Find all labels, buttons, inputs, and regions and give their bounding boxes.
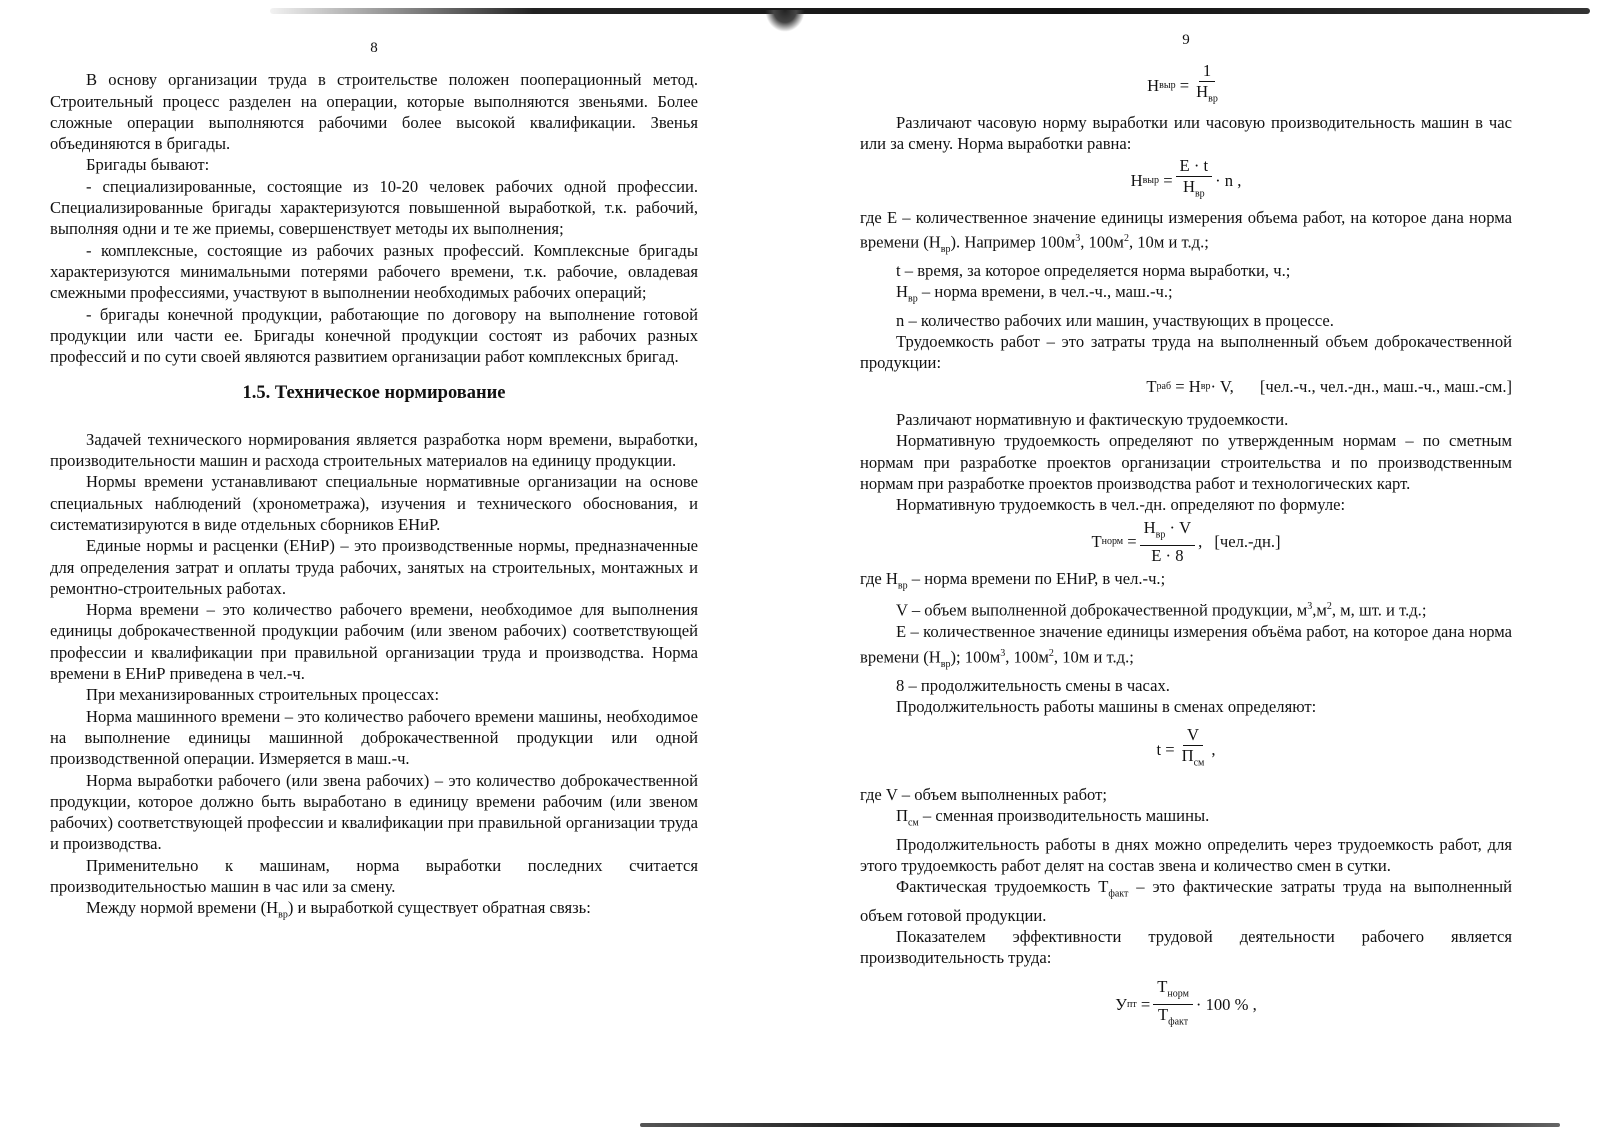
right-page bbox=[860, 30, 1512, 1034]
list-item: - бригады конечной продукции, работающие по договору на выполнение готовой продукции или части ее. Бригады конечной продукции состоят из рабочих разных профессий и по сути своей являются развитием организации работ комплексных бригад. bbox=[50, 304, 698, 367]
paragraph: При механизированных строительных процессах: bbox=[86, 685, 440, 705]
formula-labor-intensity: Т раб = Н вр · V, [чел.-ч., чел.-дн., маш.-ч., маш.-см.] bbox=[1146, 376, 1512, 396]
left-page bbox=[50, 38, 698, 926]
paragraph: В основу организации труда в строительстве положен пооперационный метод. Строительный процесс разделен на операции, которые выполняются звеньями. Более сложные операции выполняются рабочими более высокой квалификации. Звенья объединяются в бригады. bbox=[50, 70, 698, 154]
paragraph: Различают нормативную и фактическую трудоемкости. bbox=[896, 410, 1289, 430]
paragraph: Нормативную трудоемкость в чел.-дн. определяют по формуле: bbox=[896, 495, 1346, 515]
paragraph: $Н_{вр}$ – норма времени, в чел.-ч., маш.-ч.; bbox=[896, 282, 1173, 305]
scan-edge-bottom bbox=[640, 1123, 1560, 1127]
list-item: - комплексные, состоящие из рабочих разных профессий. Комплексные бригады характеризуются минимальными потерями рабочего времени, т.к. рабочие, овладевая смежными профессиями, участвуют в выполнении необходимых рабочих операций; bbox=[50, 240, 698, 303]
paragraph: Фактическая трудоемкость $Т_{факт}$ – это фактические затраты труда на выполненный объем готовой продукции. bbox=[860, 877, 1512, 925]
paragraph: Продолжительность работы в днях можно определить через трудоемкость работ, для этого трудоемкость работ делят на состав звена и количество смен в сутки. bbox=[860, 834, 1512, 875]
paragraph: где Е – количественное значение единицы измерения объема работ, на которое дана норма времени $(Н_{вр})$. Например $100м^3$, $100м^2$, 10м и т.д.; bbox=[860, 207, 1512, 255]
paragraph: n – количество рабочих или машин, участвующих в процессе. bbox=[896, 310, 1334, 330]
paragraph: где V – объем выполненных работ; bbox=[860, 784, 1108, 804]
paragraph: Задачей технического нормирования является разработка норм времени, выработки, производительности машин и расхода строительных материалов на единицу продукции. bbox=[50, 429, 698, 471]
paragraph: Е – количественное значение единицы измерения объёма работ, на которое дана норма времени $(Н_{вр})$; $100м^3$, $100м^2$, 10м и т.д.; bbox=[860, 622, 1512, 670]
paragraph: Единые нормы и расценки (ЕНиР) – это производственные нормы, предназначенные для определения затрат и оплаты труда рабочих, занятых на строительных, монтажных и ремонтно-строительных работах. bbox=[50, 536, 698, 598]
paragraph: Норма машинного времени – это количество рабочего времени машины, необходимое на выполнение единицы машинной доброкачественной продукции или одной производственной операции. Измеряется в маш.-ч. bbox=[50, 706, 698, 769]
formula-productivity: У пт = $\frac{Т_{норм}}{Т_{факт}}$ · 100 % , bbox=[1115, 976, 1257, 1028]
list-item: - специализированные, состоящие из 10-20 человек рабочих одной профессии. Специализированные бригады характеризуются повышенной выработкой, т.к. рабочий, выполняя одни и те же приемы, совершенствует методы их выполнения; bbox=[50, 176, 698, 239]
paragraph: Трудоемкость работ – это затраты труда на выполненный объем доброкачественной продукции: bbox=[860, 332, 1512, 373]
paragraph: Показателем эффективности трудовой деятельности рабочего является производительность труда: bbox=[860, 927, 1512, 968]
paragraph: t – время, за которое определяется норма выработки, ч.; bbox=[896, 260, 1291, 280]
formula-output-rate: Н выр = $\frac{Е \cdot t}{Н_{вр}}$ · n , bbox=[1130, 156, 1242, 200]
paragraph: Между нормой времени $(Н_{вр})$ и выработкой существует обратная связь: bbox=[86, 898, 591, 921]
scan-binding-mark bbox=[765, 10, 805, 32]
paragraph: 8 – продолжительность смены в часах. bbox=[896, 675, 1170, 695]
paragraph: Продолжительность работы машины в сменах определяют: bbox=[896, 697, 1317, 717]
paragraph: Нормы времени устанавливают специальные нормативные организации на основе специальных наблюдений (хронометража), изучения и технического обоснования, и систематизируются в виде отдельных сборников ЕНиР. bbox=[50, 472, 698, 534]
page-number-right: 9 bbox=[1182, 32, 1190, 48]
formula-machine-duration: t = $\frac{V}{П_{см}}$ , bbox=[1156, 725, 1216, 769]
paragraph: $П_{см}$ – сменная производительность машины. bbox=[896, 805, 1210, 829]
paragraph: V – объем выполненной доброкачественной продукции, $м^3,м^2$, м, шт. и т.д.; bbox=[896, 600, 1427, 620]
page-number-left: 8 bbox=[370, 40, 378, 56]
paragraph: Норма времени – это количество рабочего времени, необходимое для выполнения единицы доброкачественной продукции рабочим (или звеном рабочих) соответствующей профессии и квалификации при правильной организации труда и производства. Норма времени в ЕНиР приведена в чел.-ч. bbox=[50, 600, 698, 684]
paragraph: Применительно к машинам, норма выработки последних считается производительностью машин в час или за смену. bbox=[50, 855, 698, 896]
paragraph: Различают часовую норму выработки или часовую производительность машин в час или за смену. Норма выработки равна: bbox=[860, 112, 1512, 153]
scan-edge-top bbox=[270, 8, 1590, 14]
paragraph: где $Н_{вр}$ – норма времени по ЕНиР, в чел.-ч.; bbox=[860, 568, 1166, 592]
section-title: 1.5. Техническое нормирование bbox=[242, 383, 506, 404]
paragraph: Нормативную трудоемкость определяют по утвержденным нормам – по сметным нормам при разработке проектов организации строительства и по производственным нормам при разработке проектов производства работ и технологических карт. bbox=[860, 431, 1512, 493]
formula-output-norm: Н выр = $\frac{1}{Н_{вр}}$ bbox=[1147, 61, 1218, 105]
formula-normative-labor: Т норм = $\frac{Н_{вр} \cdot V}{Е \cdot 8}$ , [чел.-дн.] bbox=[1091, 517, 1281, 565]
paragraph: Норма выработки рабочего (или звена рабочих) – это количество доброкачественной продукции, которое должно быть выработано в единицу времени рабочим (или звеном рабочих) соответствующей профессии и квалификации при правильной организации труда и производства. bbox=[50, 770, 698, 854]
paragraph: Бригады бывают: bbox=[86, 155, 210, 175]
